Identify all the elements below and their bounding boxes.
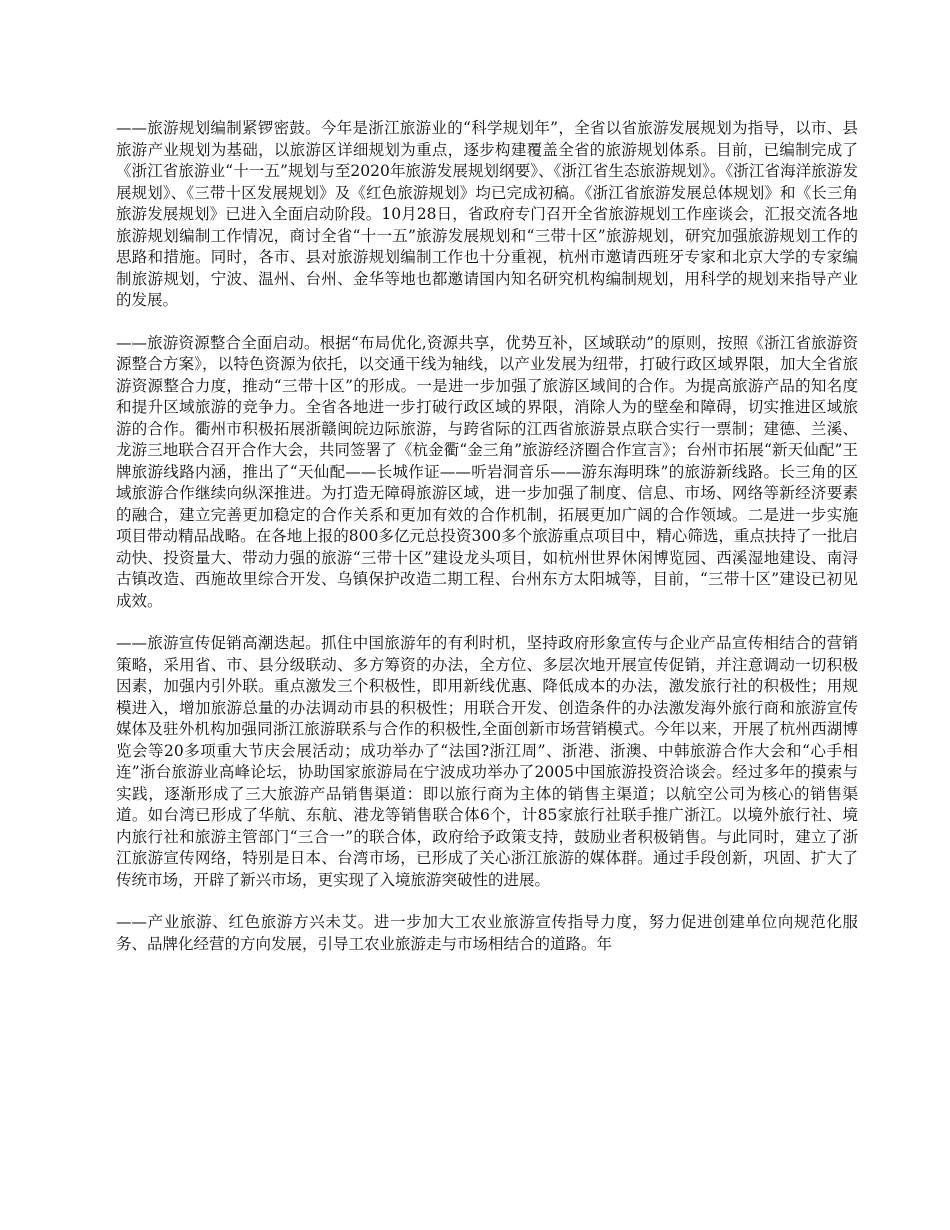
paragraph-promotion: ——旅游宣传促销高潮迭起。抓住中国旅游年的有利时机，坚持政府形象宣传与企业产品宣传相结合的营销策略，采用省、市、县分级联动、多方筹资的办法，全方位、多层次地开展宣传促销，并注意调动一切积极因素，加强内引外联。重点激发三个积极性，即用新线优惠、降低成本的办法，激发旅行社的积极性；用规模进入，增加旅游总量的办法调动市县的积极性；用联合开发、创造条件的办法激发海外旅行商和旅游宣传媒体及驻外机构加强同浙江旅游联系与合作的积极性,全面创新市场营销模式。今年以来，开展了杭州西湖博览会等20多项重大节庆会展活动；成功举办了“法国?浙江周”、浙港、浙澳、中韩旅游合作大会和“心手相连”浙台旅游业高峰论坛，协助国家旅游局在宁波成功举办了2005中国旅游投资洽谈会。经过多年的摸索与实践，逐渐形成了三大旅游产品销售渠道：即以旅行商为主体的销售主渠道；以航空公司为核心的销售渠道。如台湾已形成了华航、东航、港龙等销售联合体6个，计85家旅行社联手推广浙江。以境外旅行社、境内旅行社和旅游主管部门“三合一”的联合体，政府给予政策支持，鼓励业者积极销售。与此同时，建立了浙江旅游宣传网络，特别是日本、台湾市场，已形成了关心浙江旅游的媒体群。通过手段创新，巩固、扩大了传统市场，开辟了新兴市场，更实现了入境旅游突破性的进展。 — [116, 634, 858, 889]
paragraph-tourism-planning: ——旅游规划编制紧锣密鼓。今年是浙江旅游业的“科学规划年”，全省以省旅游发展规划为指导，以市、县旅游产业规划为基础，以旅游区详细规划为重点，逐步构建覆盖全省的旅游规划体系。目前，已编制完成了《浙江省旅游业“十一五”规划与至2020年旅游发展规划纲要》、《浙江省生态旅游规划》。《浙江省海洋旅游发展规划》、《三带十区发展规划》及《红色旅游规划》均已完成初稿。《浙江省旅游发展总体规划》和《长三角旅游发展规划》已进入全面启动阶段。10月28日，省政府专门召开全省旅游规划工作座谈会，汇报交流各地旅游规划编制工作情况，商讨全省“十一五”旅游发展规划和“三带十区”旅游规划，研究加强旅游规划工作的思路和措施。同时，各市、县对旅游规划编制工作也十分重视，杭州市邀请西班牙专家和北京大学的专家编制旅游规划，宁波、温州、台州、金华等地也都邀请国内知名研究机构编制规划，用科学的规划来指导产业的发展。 — [116, 119, 858, 309]
paragraph-industrial-red-tourism: ——产业旅游、红色旅游方兴未艾。进一步加大工农业旅游宣传指导力度，努力促进创建单位向规范化服务、品牌化经营的方向发展，引导工农业旅游走与市场相结合的道路。年 — [116, 913, 858, 953]
document-body — [116, 118, 858, 976]
paragraph-resource-integration: ——旅游资源整合全面启动。根据“布局优化,资源共享，优势互补，区域联动”的原则，按照《浙江省旅游资源整合方案》，以特色资源为依托，以交通干线为轴线，以产业发展为纽带，打破行政区域界限，加大全省旅游资源整合力度，推动“三带十区”的形成。一是进一步加强了旅游区域间的合作。为提高旅游产品的知名度和提升区域旅游的竞争力。全省各地进一步打破行政区域的界限，消除人为的壁垒和障碍，切实推进区域旅游的合作。衢州市积极拓展浙赣闽皖边际旅游，与跨省际的江西省旅游景点联合实行一票制；建德、兰溪、龙游三地联合召开合作大会，共同签署了《杭金衢“金三角”旅游经济圈合作宣言》；台州市拓展“新天仙配”王牌旅游线路内涵，推出了“天仙配——长城作证——听岩洞音乐——游东海明珠”的旅游新线路。长三角的区域旅游合作继续向纵深推进。为打造无障碍旅游区域，进一步加强了制度、信息、市场、网络等新经济要素的融合，建立完善更加稳定的合作关系和更加有效的合作机制，拓展更加广阔的合作领域。二是进一步实施项目带动精品战略。在各地上报的800多亿元总投资300多个旅游重点项目中，精心筛选，重点扶持了一批启动快、投资量大、带动力强的旅游“三带十区”建设龙头项目，如杭州世界休闲博览园、西溪湿地建设、南浔古镇改造、西施故里综合开发、乌镇保护改造二期工程、台州东方太阳城等，目前，“三带十区”建设已初见成效。 — [116, 333, 858, 610]
